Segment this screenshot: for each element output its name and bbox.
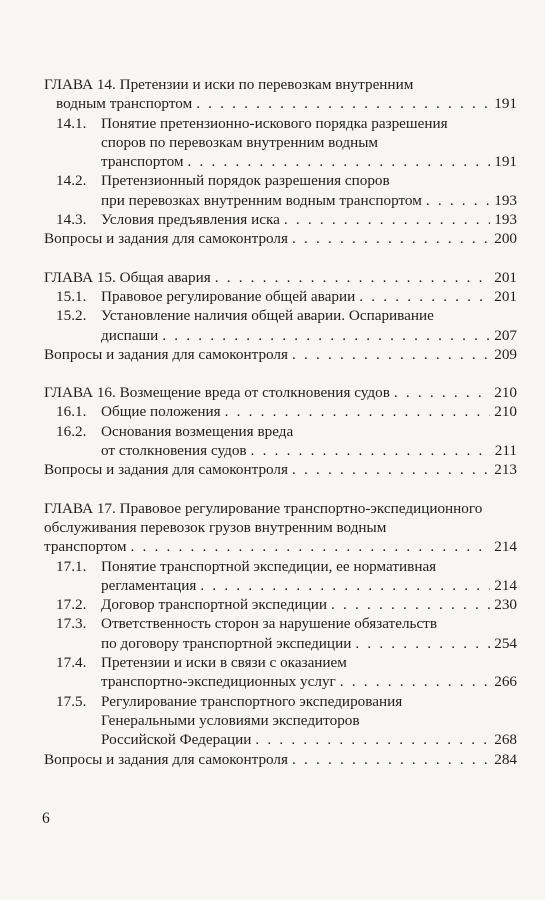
page-number: 200 — [494, 230, 517, 248]
section-number: 16.2. — [56, 422, 87, 440]
section-text: Основания возмещения вреда — [101, 422, 294, 440]
questions-line — [44, 345, 517, 364]
section-17-2 — [44, 595, 517, 614]
section-17-5 — [44, 692, 517, 711]
section-text: от столкновения судов — [101, 442, 247, 460]
chapter-16 — [44, 383, 517, 479]
chapter-title-line — [44, 499, 517, 518]
section-line — [44, 152, 517, 171]
section-text: Установление наличия общей аварии. Оспаривание — [101, 307, 434, 325]
questions-text: Вопросы и задания для самоконтроля — [44, 461, 288, 479]
section-number: 17.1. — [56, 557, 87, 575]
section-line — [44, 191, 517, 210]
page-number: 284 — [494, 750, 517, 768]
section-line — [44, 711, 517, 730]
page-number: 210 — [494, 403, 517, 421]
dot-leader — [331, 595, 490, 614]
dot-leader — [215, 268, 491, 287]
page-number: 214 — [494, 576, 517, 594]
section-number: 16.1. — [56, 403, 87, 421]
section-number: 17.5. — [56, 692, 87, 710]
dot-leader — [426, 191, 490, 210]
section-line — [44, 576, 517, 595]
chapter-15 — [44, 268, 517, 364]
page-number: 207 — [494, 326, 517, 344]
questions-line — [44, 750, 517, 769]
chapter-title-text: ГЛАВА 14. Претензии и иски по перевозкам внутренним — [44, 76, 414, 93]
section-text: Правовое регулирование общей аварии — [101, 287, 356, 305]
section-line — [44, 634, 517, 653]
section-17-3 — [44, 614, 517, 633]
dot-leader — [340, 672, 490, 691]
section-text: Регулирование транспортного экспедирования — [101, 692, 403, 710]
page-number: 209 — [494, 345, 517, 363]
chapter-title-text: транспортом — [44, 538, 127, 556]
section-line — [44, 441, 517, 460]
page-number: 268 — [494, 731, 517, 749]
section-text: диспаши — [101, 326, 159, 344]
section-17-4 — [44, 653, 517, 672]
table-of-contents — [44, 75, 517, 788]
section-text: споров по перевозкам внутренним водным — [101, 133, 379, 151]
chapter-title-text: ГЛАВА 16. Возмещение вреда от столкновения судов — [44, 384, 390, 402]
dot-leader — [255, 730, 490, 749]
page-number: 193 — [494, 211, 517, 229]
section-number: 15.2. — [56, 307, 87, 325]
dot-leader — [292, 750, 490, 769]
section-number: 14.2. — [56, 172, 87, 190]
section-line — [44, 730, 517, 749]
section-line — [44, 672, 517, 691]
section-text: при перевозках внутренним водным транспортом — [101, 191, 422, 209]
dot-leader — [292, 229, 490, 248]
questions-line — [44, 460, 517, 479]
page-number: 210 — [494, 384, 517, 402]
section-16-2 — [44, 422, 517, 441]
section-text: регламентация — [101, 576, 197, 594]
questions-text: Вопросы и задания для самоконтроля — [44, 230, 288, 248]
section-14-3 — [44, 210, 517, 229]
section-text: Генеральными условиями экспедиторов — [101, 711, 360, 729]
page-number: 191 — [494, 95, 517, 113]
chapter-title-line — [44, 518, 517, 537]
section-text: транспортом — [101, 153, 184, 171]
chapter-title-text: ГЛАВА 15. Общая авария — [44, 268, 211, 286]
chapter-title-line — [44, 75, 517, 94]
section-text: транспортно-экспедиционных услуг — [101, 673, 336, 691]
questions-text: Вопросы и задания для самоконтроля — [44, 750, 288, 768]
section-16-1 — [44, 402, 517, 421]
section-number: 17.4. — [56, 654, 87, 672]
page-number: 214 — [494, 538, 517, 556]
dot-leader — [292, 345, 490, 364]
section-text: Понятие транспортной экспедиции, ее нормативная — [101, 557, 437, 575]
section-number: 14.1. — [56, 114, 87, 132]
page-folio-number: 6 — [42, 810, 50, 827]
page-number: 201 — [494, 268, 517, 286]
section-number: 14.3. — [56, 211, 87, 229]
section-number: 15.1. — [56, 287, 87, 305]
dot-leader — [284, 210, 490, 229]
dot-leader — [225, 402, 491, 421]
dot-leader — [131, 537, 491, 556]
chapter-14 — [44, 75, 517, 249]
questions-text: Вопросы и задания для самоконтроля — [44, 345, 288, 363]
section-number: 17.3. — [56, 615, 87, 633]
dot-leader — [188, 152, 491, 171]
section-text: Претензионный порядок разрешения споров — [101, 172, 390, 190]
section-line — [44, 133, 517, 152]
page-number: 193 — [494, 191, 517, 209]
section-text: Договор транспортной экспедиции — [101, 596, 328, 614]
page-number: 211 — [494, 442, 517, 460]
section-text: Российской Федерации — [101, 731, 252, 749]
chapter-title-text: водным транспортом — [56, 95, 193, 113]
dot-leader — [200, 576, 490, 595]
chapter-title-text: обслуживания перевозок грузов внутренним водным — [44, 518, 387, 536]
section-15-1 — [44, 287, 517, 306]
page-number: 213 — [494, 461, 517, 479]
chapter-title-line — [44, 537, 517, 556]
page-number: 191 — [494, 153, 517, 171]
questions-line — [44, 229, 517, 248]
section-14-1 — [44, 114, 517, 133]
dot-leader — [292, 460, 490, 479]
page-number: 254 — [494, 634, 517, 652]
dot-leader — [355, 634, 490, 653]
section-text: Понятие претензионно-искового порядка разрешения — [101, 114, 448, 132]
section-line — [44, 326, 517, 345]
section-text: по договору транспортной экспедиции — [101, 634, 352, 652]
section-text: Условия предъявления иска — [101, 211, 280, 229]
section-text: Претензии и иски в связи с оказанием — [101, 654, 347, 672]
chapter-17 — [44, 499, 517, 769]
section-14-2 — [44, 171, 517, 190]
dot-leader — [251, 441, 491, 460]
page-number: 230 — [494, 596, 517, 614]
chapter-title-line — [44, 383, 517, 402]
section-15-2 — [44, 306, 517, 325]
section-number: 17.2. — [56, 596, 87, 614]
page-number: 266 — [494, 673, 517, 691]
dot-leader — [162, 326, 490, 345]
section-text: Общие положения — [101, 403, 221, 421]
dot-leader — [359, 287, 490, 306]
dot-leader — [394, 383, 490, 402]
chapter-title-line — [44, 268, 517, 287]
dot-leader — [196, 94, 490, 113]
chapter-title-text: ГЛАВА 17. Правовое регулирование транспортно-экспедиционного — [44, 499, 483, 517]
chapter-title-line — [44, 94, 517, 113]
section-17-1 — [44, 557, 517, 576]
page-number: 201 — [494, 287, 517, 305]
section-text: Ответственность сторон за нарушение обязательств — [101, 615, 437, 633]
